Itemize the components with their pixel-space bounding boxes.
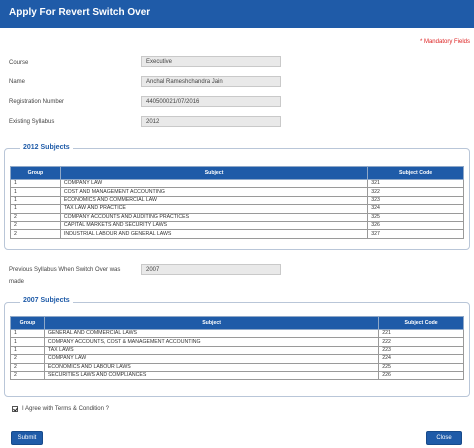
subject-cell: ECONOMICS AND COMMERCIAL LAW xyxy=(60,196,367,204)
previous-syllabus-label-cont: made xyxy=(9,279,25,285)
column-header-group: Group xyxy=(11,317,45,330)
dialog-title: Apply For Revert Switch Over xyxy=(9,7,151,18)
column-header-subject: Subject xyxy=(60,167,367,180)
column-header-subject: Subject xyxy=(44,317,378,330)
subject-cell: CAPITAL MARKETS AND SECURITY LAWS xyxy=(60,221,367,229)
subject-code-cell: 327 xyxy=(368,230,464,238)
subject-code-cell: 224 xyxy=(379,355,464,363)
subject-code-cell: 324 xyxy=(368,205,464,213)
dialog-title-bar xyxy=(0,0,474,28)
group-cell: 2 xyxy=(11,355,45,363)
group-cell: 1 xyxy=(11,180,61,188)
subjects-2012-table xyxy=(10,166,464,239)
group-cell: 2 xyxy=(11,363,45,371)
agree-label: I Agree with Terms & Condition ? xyxy=(22,406,109,412)
subject-cell: COMPANY LAW xyxy=(60,180,367,188)
table-row xyxy=(11,188,464,196)
group-cell: 1 xyxy=(11,188,61,196)
subject-code-cell: 222 xyxy=(379,338,464,346)
name-field: Anchal Rameshchandra Jain xyxy=(141,76,281,87)
subject-cell: COMPANY ACCOUNTS AND AUDITING PRACTICES xyxy=(60,213,367,221)
group-cell: 2 xyxy=(11,371,45,379)
table-row xyxy=(11,196,464,204)
course-label: Course xyxy=(9,60,29,66)
group-cell: 1 xyxy=(11,330,45,338)
subject-cell: GENERAL AND COMMERCIAL LAWS xyxy=(44,330,378,338)
subject-cell: ECONOMICS AND LABOUR LAWS xyxy=(44,363,378,371)
column-header-subject-code: Subject Code xyxy=(379,317,464,330)
table-row xyxy=(11,180,464,188)
previous-syllabus-field: 2007 xyxy=(141,264,281,275)
name-label: Name xyxy=(9,79,26,85)
group-cell: 2 xyxy=(11,221,61,229)
existing-syllabus-label: Existing Syllabus xyxy=(9,119,55,125)
subject-cell: INDUSTRIAL LABOUR AND GENERAL LAWS xyxy=(60,230,367,238)
registration-number-label: Registration Number xyxy=(9,99,65,105)
mandatory-note: * Mandatory Fields xyxy=(419,39,470,45)
subject-code-cell: 223 xyxy=(379,346,464,354)
subject-code-cell: 221 xyxy=(379,330,464,338)
subject-cell: TAX LAW AND PRACTICE xyxy=(60,205,367,213)
table-row xyxy=(11,355,464,363)
column-header-group: Group xyxy=(11,167,61,180)
subjects-2012-legend: 2012 Subjects xyxy=(20,144,73,151)
subject-code-cell: 322 xyxy=(368,188,464,196)
subject-cell: SECURITIES LAWS AND COMPLIANCES xyxy=(44,371,378,379)
close-button[interactable]: Close xyxy=(426,431,462,445)
previous-syllabus-label: Previous Syllabus When Switch Over was xyxy=(9,267,121,273)
subject-code-cell: 321 xyxy=(368,180,464,188)
group-cell: 1 xyxy=(11,205,61,213)
subject-code-cell: 325 xyxy=(368,213,464,221)
subject-code-cell: 323 xyxy=(368,196,464,204)
subject-cell: TAX LAWS xyxy=(44,346,378,354)
subjects-2007-table xyxy=(10,316,464,380)
table-row xyxy=(11,330,464,338)
subject-cell: COMPANY LAW xyxy=(44,355,378,363)
group-cell: 1 xyxy=(11,196,61,204)
table-row xyxy=(11,346,464,354)
table-row xyxy=(11,205,464,213)
table-row xyxy=(11,363,464,371)
group-cell: 2 xyxy=(11,213,61,221)
subject-cell: COMPANY ACCOUNTS, COST & MANAGEMENT ACCOUNTING xyxy=(44,338,378,346)
subject-code-cell: 326 xyxy=(368,221,464,229)
course-field: Executive xyxy=(141,56,281,67)
group-cell: 1 xyxy=(11,346,45,354)
group-cell: 1 xyxy=(11,338,45,346)
column-header-subject-code: Subject Code xyxy=(368,167,464,180)
agree-checkbox[interactable] xyxy=(12,406,18,412)
table-row xyxy=(11,371,464,379)
existing-syllabus-field: 2012 xyxy=(141,116,281,127)
registration-number-field: 440500021/07/2016 xyxy=(141,96,281,107)
table-row xyxy=(11,213,464,221)
submit-button[interactable]: Submit xyxy=(11,431,43,445)
subjects-2007-legend: 2007 Subjects xyxy=(20,297,73,304)
table-row xyxy=(11,221,464,229)
subject-code-cell: 226 xyxy=(379,371,464,379)
group-cell: 2 xyxy=(11,230,61,238)
subject-cell: COST AND MANAGEMENT ACCOUNTING xyxy=(60,188,367,196)
subject-code-cell: 225 xyxy=(379,363,464,371)
table-row xyxy=(11,230,464,238)
agree-terms[interactable] xyxy=(12,406,109,412)
table-row xyxy=(11,338,464,346)
